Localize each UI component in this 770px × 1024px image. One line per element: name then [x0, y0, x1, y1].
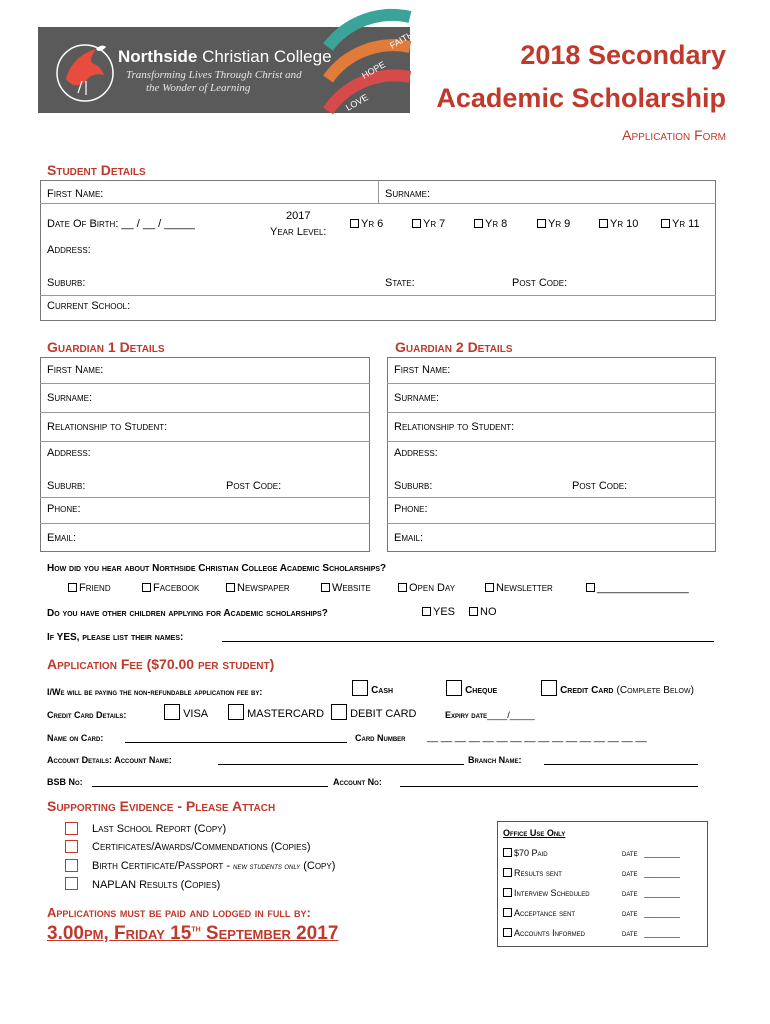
checkbox-icon — [469, 607, 478, 616]
divider — [378, 180, 379, 203]
credit-card-option[interactable]: Credit Card (Complete Below) — [541, 680, 694, 696]
divider — [40, 523, 370, 524]
evidence-birth-checkbox[interactable] — [65, 859, 78, 875]
divider — [40, 203, 716, 204]
guardian-1-relationship-field[interactable]: Relationship to Student: — [47, 421, 168, 433]
checkbox-icon — [228, 704, 244, 720]
evidence-naplan-checkbox[interactable] — [65, 877, 78, 893]
checkbox-icon — [541, 680, 557, 696]
mastercard-option[interactable]: MASTERCARD — [228, 704, 324, 720]
guardian-2-suburb-field[interactable]: Suburb: — [394, 480, 433, 492]
checkbox-icon — [503, 868, 512, 877]
office-acceptance-row[interactable]: Acceptance sent — [503, 908, 575, 918]
bsb-label: BSB No: — [47, 777, 83, 787]
checkbox-icon — [599, 219, 608, 228]
deadline-label: Applications must be paid and lodged in full by: — [47, 905, 311, 920]
children-yes-option[interactable]: YES — [422, 606, 455, 618]
checkbox-icon — [474, 219, 483, 228]
children-question: Do you have other children applying for Academic scholarships? — [47, 608, 328, 619]
office-acceptance-date[interactable]: date ________ — [622, 909, 680, 918]
checkbox-icon — [503, 928, 512, 937]
branch-name-label: Branch Name: — [468, 755, 522, 765]
office-results-row[interactable]: Results sent — [503, 868, 562, 878]
checkbox-icon — [65, 859, 78, 872]
year-level-label: Year Level: — [270, 226, 327, 238]
arc-word-hope: HOPE — [360, 59, 388, 81]
divider — [40, 497, 370, 498]
guardian-2-relationship-field[interactable]: Relationship to Student: — [394, 421, 515, 433]
year-option-11[interactable]: Yr 11 — [661, 218, 700, 230]
guardian-1-suburb-field[interactable]: Suburb: — [47, 480, 86, 492]
year-option-9[interactable]: Yr 9 — [537, 218, 570, 230]
office-paid-date[interactable]: date ________ — [622, 849, 680, 858]
arc-word-love: LOVE — [344, 92, 370, 113]
card-number-label: Card Number — [355, 733, 406, 743]
guardian-1-email-field[interactable]: Email: — [47, 532, 77, 544]
bsb-line[interactable] — [92, 786, 328, 787]
branch-name-line[interactable] — [544, 764, 698, 765]
office-use-heading: Office Use Only — [503, 828, 566, 838]
checkbox-icon — [352, 680, 368, 696]
office-paid-row[interactable]: $70 Paid — [503, 848, 548, 858]
tagline-line-2: the Wonder of Learning — [146, 82, 251, 94]
evidence-report-checkbox[interactable] — [65, 822, 78, 838]
student-details-heading: Student Details — [47, 162, 146, 178]
year-option-8[interactable]: Yr 8 — [474, 218, 507, 230]
school-name: Northside Christian College — [118, 47, 332, 66]
hear-option-open-day[interactable]: Open Day — [398, 582, 455, 594]
year-level-year: 2017 — [286, 210, 311, 222]
divider — [40, 295, 716, 296]
divider — [40, 412, 370, 413]
checkbox-icon — [422, 607, 431, 616]
student-address-field[interactable]: Address: — [47, 244, 91, 256]
hear-option-newsletter[interactable]: Newsletter — [485, 582, 553, 594]
office-interview-date[interactable]: date ________ — [622, 889, 680, 898]
bird-emblem-icon — [52, 35, 118, 105]
checkbox-icon — [65, 840, 78, 853]
account-no-label: Account No: — [333, 777, 382, 787]
expiry-date-field[interactable]: Expiry date____/_____ — [445, 710, 535, 720]
student-first-name-field[interactable]: First Name: — [47, 188, 104, 200]
guardian-2-heading: Guardian 2 Details — [395, 339, 513, 355]
guardian-1-heading: Guardian 1 Details — [47, 339, 165, 355]
hear-question: How did you hear about Northside Christian College Academic Scholarships? — [47, 563, 387, 574]
evidence-naplan-label: NAPLAN Results (Copies) — [92, 879, 221, 891]
divider — [387, 383, 716, 384]
guardian-1-phone-field[interactable]: Phone: — [47, 503, 81, 515]
guardian-2-phone-field[interactable]: Phone: — [394, 503, 428, 515]
application-fee-heading: Application Fee ($70.00 per student) — [47, 656, 275, 672]
checkbox-icon — [586, 583, 595, 592]
name-on-card-line[interactable] — [125, 742, 347, 743]
cash-option[interactable]: Cash — [352, 680, 393, 696]
guardian-2-surname-field[interactable]: Surname: — [394, 392, 440, 404]
checkbox-icon — [321, 583, 330, 592]
student-postcode-field[interactable]: Post Code: — [512, 277, 568, 289]
evidence-birth-label: Birth Certificate/Passport - new students only (Copy) — [92, 860, 336, 872]
supporting-evidence-heading: Supporting Evidence - Please Attach — [47, 798, 276, 814]
account-name-line[interactable] — [218, 764, 464, 765]
divider — [40, 383, 370, 384]
office-results-date[interactable]: date ________ — [622, 869, 680, 878]
guardian-2-email-field[interactable]: Email: — [394, 532, 424, 544]
year-option-6[interactable]: Yr 6 — [350, 218, 383, 230]
student-surname-field[interactable]: Surname: — [385, 188, 431, 200]
divider — [387, 441, 716, 442]
guardian-1-surname-field[interactable]: Surname: — [47, 392, 93, 404]
hear-option-facebook[interactable]: Facebook — [142, 582, 199, 594]
card-number-blanks[interactable]: __ __ __ __ __ __ __ __ __ __ __ __ __ __ __ __ — [427, 732, 647, 743]
checkbox-icon — [331, 704, 347, 720]
children-names-line[interactable] — [222, 641, 714, 642]
guardian-1-postcode-field[interactable]: Post Code: — [226, 480, 282, 492]
checkbox-icon — [68, 583, 77, 592]
guardian-1-first-name-field[interactable]: First Name: — [47, 364, 104, 376]
checkbox-icon — [446, 680, 462, 696]
divider — [387, 523, 716, 524]
hear-option-friend[interactable]: Friend — [68, 582, 111, 594]
cc-details-label: Credit Card Details: — [47, 710, 127, 720]
title-line-1: 2018 Secondary — [520, 40, 726, 70]
checkbox-icon — [661, 219, 670, 228]
checkbox-icon — [412, 219, 421, 228]
guardian-2-address-field[interactable]: Address: — [394, 447, 438, 459]
divider — [387, 412, 716, 413]
year-option-7[interactable]: Yr 7 — [412, 218, 445, 230]
children-no-option[interactable]: NO — [469, 606, 497, 618]
college-logo — [38, 27, 416, 113]
checkbox-icon — [485, 583, 494, 592]
guardian-2-first-name-field[interactable]: First Name: — [394, 364, 451, 376]
checkbox-icon — [226, 583, 235, 592]
evidence-report-label: Last School Report (Copy) — [92, 823, 227, 835]
student-state-field[interactable]: State: — [385, 277, 415, 289]
evidence-certificates-label: Certificates/Awards/Commendations (Copies) — [92, 841, 311, 853]
checkbox-icon — [503, 888, 512, 897]
student-dob-field[interactable]: Date Of Birth: __ / __ / _____ — [47, 218, 195, 230]
form-subtitle: Application Form — [622, 127, 726, 143]
children-names-label: If YES, please list their names: — [47, 632, 184, 643]
deadline-date: 3.00pm, Friday 15th September 2017 — [47, 923, 339, 944]
checkbox-icon — [503, 908, 512, 917]
guardian-1-address-field[interactable]: Address: — [47, 447, 91, 459]
divider — [40, 441, 370, 442]
guardian-2-postcode-field[interactable]: Post Code: — [572, 480, 628, 492]
divider — [387, 497, 716, 498]
checkbox-icon — [398, 583, 407, 592]
checkbox-icon — [142, 583, 151, 592]
account-no-line[interactable] — [400, 786, 698, 787]
name-on-card-label: Name on Card: — [47, 733, 104, 743]
visa-option[interactable]: VISA — [164, 704, 208, 720]
title-line-2: Academic Scholarship — [436, 83, 726, 113]
checkbox-icon — [65, 822, 78, 835]
hear-option-other[interactable]: _______________ — [586, 582, 689, 594]
year-option-10[interactable]: Yr 10 — [599, 218, 638, 230]
checkbox-icon — [164, 704, 180, 720]
hear-option-newspaper[interactable]: Newspaper — [226, 582, 290, 594]
checkbox-icon — [65, 877, 78, 890]
office-accounts-date[interactable]: date ________ — [622, 929, 680, 938]
arc-word-faith: FAITH — [388, 29, 416, 51]
hear-option-website[interactable]: Website — [321, 582, 371, 594]
checkbox-icon — [350, 219, 359, 228]
fee-pay-text: I/We will be paying the non-refundable application fee by: — [47, 687, 263, 697]
tagline-line-1: Transforming Lives Through Christ and — [126, 69, 302, 81]
office-accounts-row[interactable]: Accounts Informed — [503, 928, 585, 938]
checkbox-icon — [537, 219, 546, 228]
account-name-label: Account Details: Account Name: — [47, 755, 172, 765]
office-interview-row[interactable]: Interview Scheduled — [503, 888, 590, 898]
debit-card-option[interactable]: DEBIT CARD — [331, 704, 416, 720]
student-suburb-field[interactable]: Suburb: — [47, 277, 86, 289]
evidence-certificates-checkbox[interactable] — [65, 840, 78, 856]
cheque-option[interactable]: Cheque — [446, 680, 497, 696]
current-school-field[interactable]: Current School: — [47, 300, 131, 312]
checkbox-icon — [503, 848, 512, 857]
